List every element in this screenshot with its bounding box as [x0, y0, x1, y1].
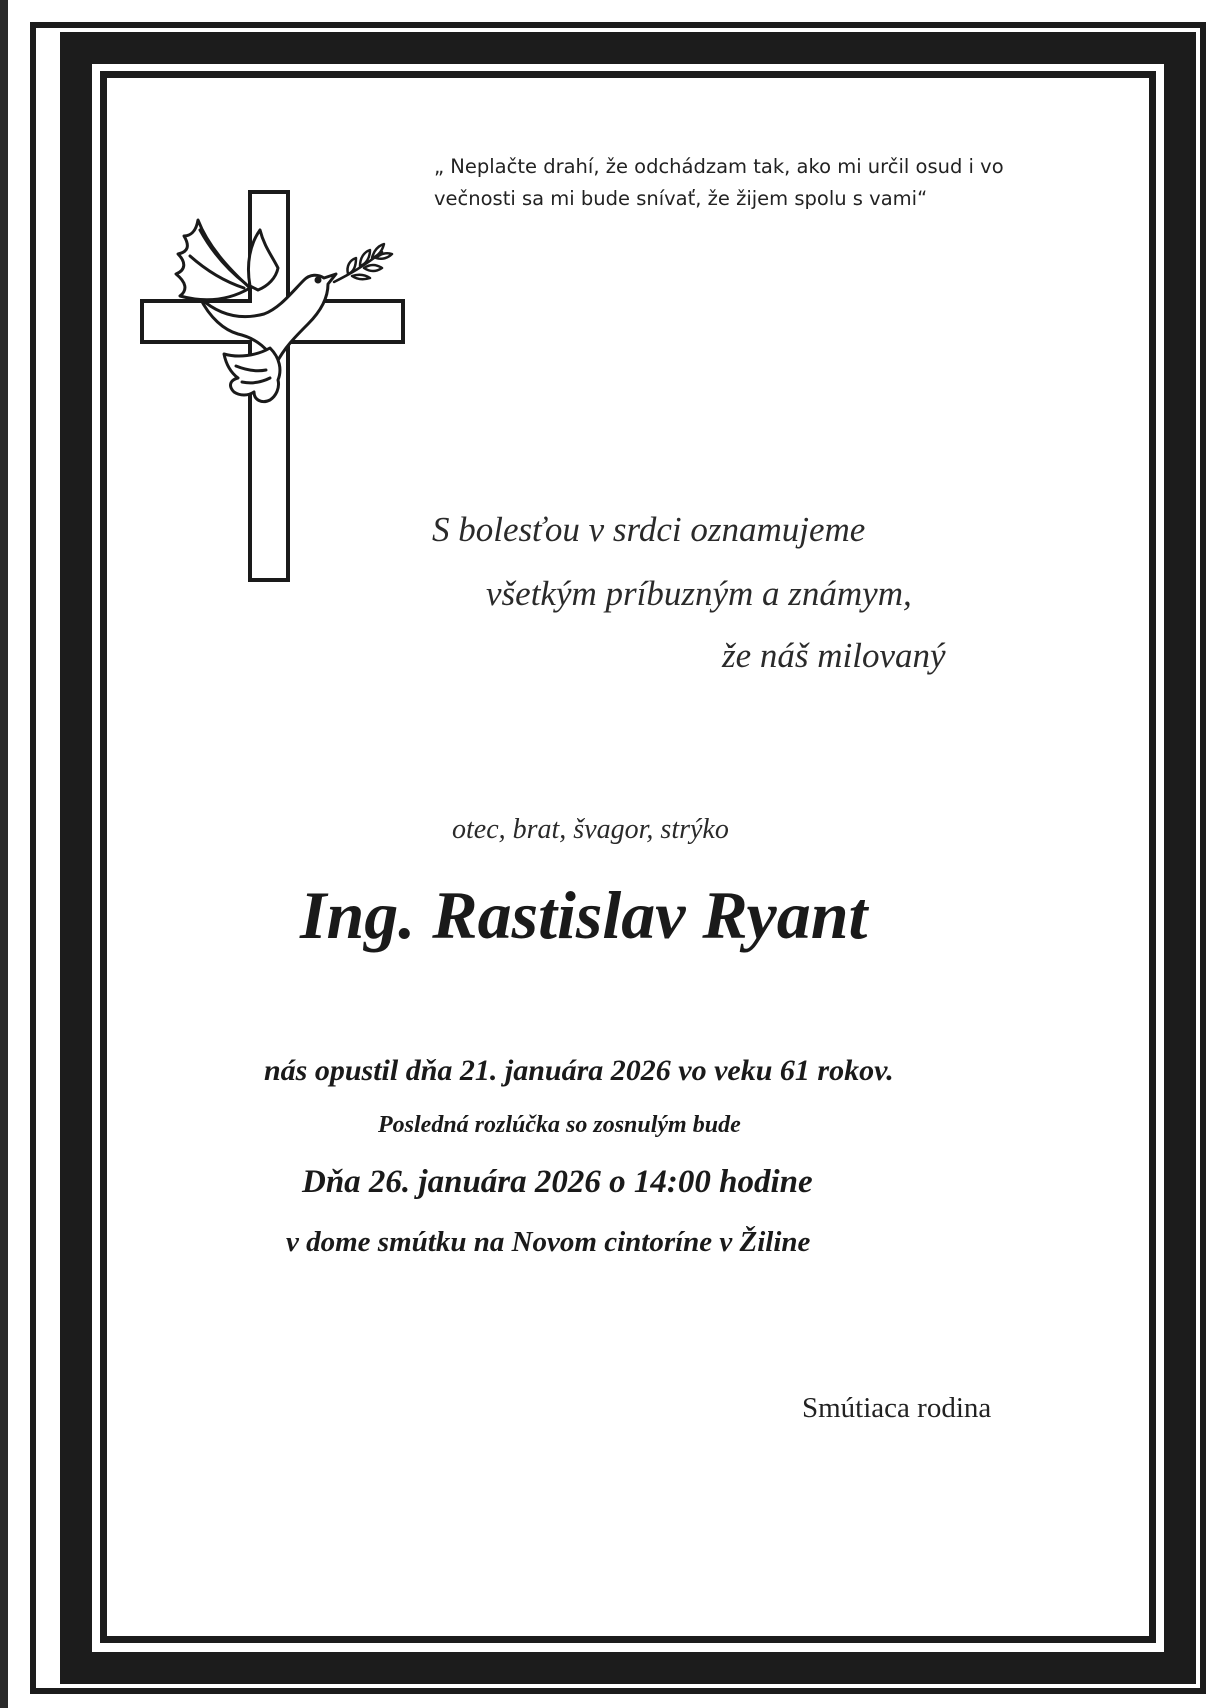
quote-line-2: večnosti sa mi bude snívať, že žijem spolu s vami“: [434, 187, 928, 210]
olive-branch-icon: [334, 244, 392, 282]
announcement-line-3: že náš milovaný: [722, 636, 946, 675]
announcement-line-1: S bolesťou v srdci oznamujeme: [432, 510, 866, 549]
memorial-quote: [434, 151, 1074, 215]
cross-with-dove-emblem: [138, 186, 418, 586]
family-relations: otec, brat, švagor, strýko: [452, 814, 729, 845]
scan-edge: [0, 0, 8, 1708]
funeral-place: v dome smútku na Novom cintoríne v Žiline: [286, 1226, 811, 1258]
farewell-intro: Posledná rozlúčka so zosnulým bude: [378, 1112, 741, 1138]
quote-line-1: „ Neplačte drahí, že odchádzam tak, ako mi určil osud i vo: [434, 155, 1004, 178]
death-notice: nás opustil dňa 21. januára 2026 vo veku 61 rokov.: [264, 1054, 894, 1087]
signature: Smútiaca rodina: [802, 1392, 992, 1424]
deceased-name: Ing. Rastislav Ryant: [300, 877, 868, 953]
funeral-date: Dňa 26. januára 2026 o 14:00 hodine: [302, 1164, 813, 1200]
announcement-line-2: všetkým príbuzným a známym,: [486, 574, 912, 613]
